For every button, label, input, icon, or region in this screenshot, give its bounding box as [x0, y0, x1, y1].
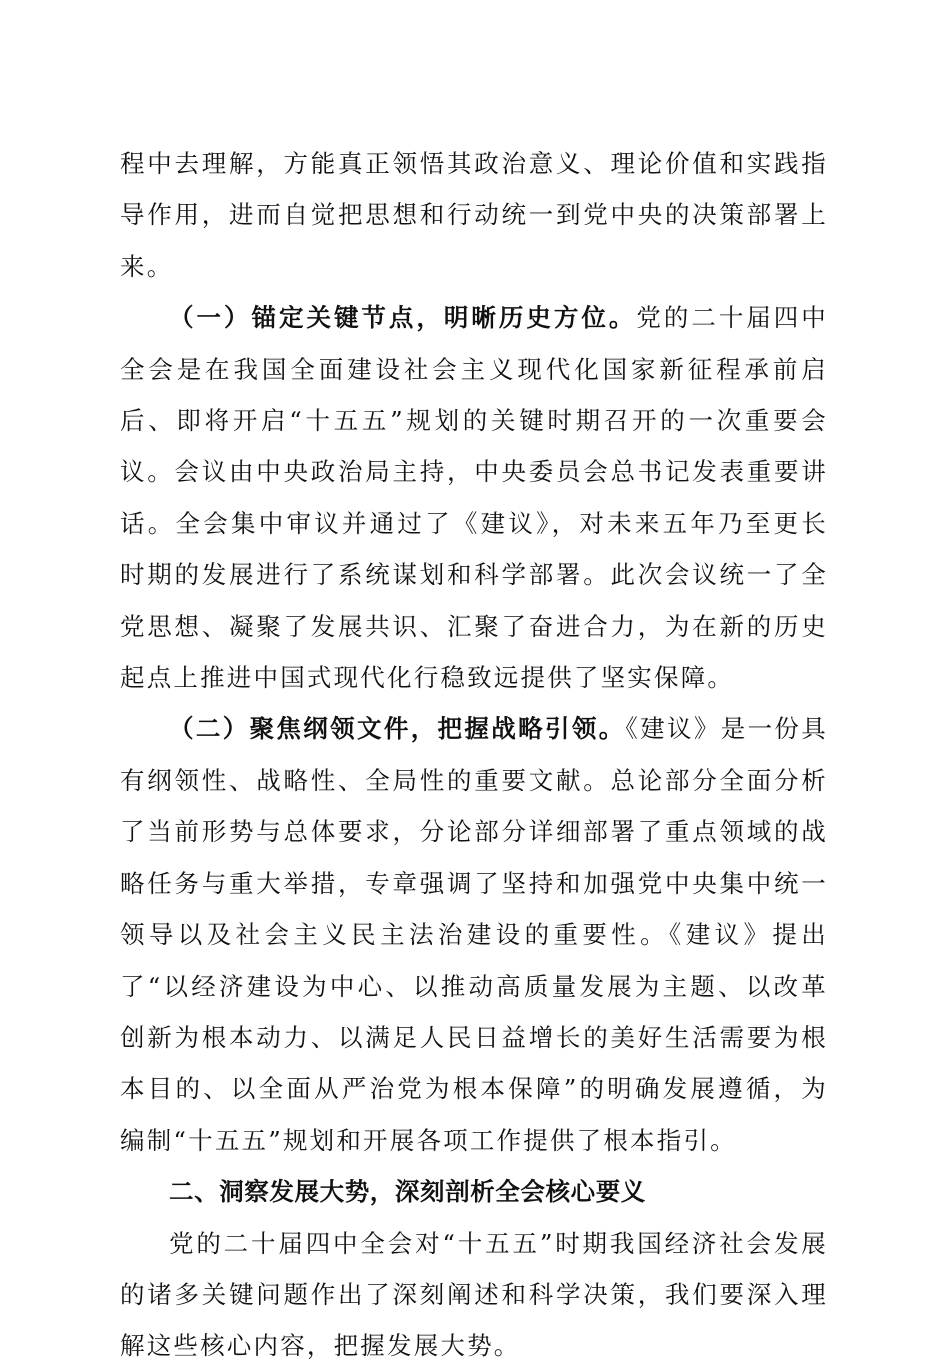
paragraph-text: 《建议》是一份具有纲领性、战略性、全局性的重要文献。总论部分全面分析了当前形势与总体要求，分论部分详细部署了重点领域的战略任务与重大举措，专章强调了坚持和加强党中央集中统一领导以及社会主义民主法治建设的重要性。《建议》提出了“以经济建设为中心、以推动高质量发展为主题、以改革创新为根本动力、以满足人民日益增长的美好生活需要为根本目的、以全面从严治党为根本保障”的明确发展遵循，为编制“十五五”规划和开展各项工作提供了根本指引。 [120, 714, 828, 1155]
paragraph-text: 程中去理解，方能真正领悟其政治意义、理论价值和实践指导作用，进而自觉把思想和行动统一到党中央的决策部署上来。 [120, 149, 828, 281]
paragraph-strategic-guidance [120, 703, 828, 1166]
section-heading-two: 二、洞察发展大势，深刻剖析全会核心要义 [169, 1177, 646, 1207]
subheading-one: （一）锚定关键节点，明晰历史方位。 [169, 303, 637, 333]
subheading-two: （二）聚焦纲领文件，把握战略引领。 [169, 714, 626, 744]
paragraph-text: 党的二十届四中全会对“十五五”时期我国经济社会发展的诸多关键问题作出了深刻阐述和科学决策，我们要深入理解这些核心内容，把握发展大势。 [120, 1228, 828, 1361]
paragraph-continuation [120, 138, 828, 292]
document-body [120, 138, 828, 1372]
paragraph-historical-position [120, 292, 828, 703]
paragraph-text: 党的二十届四中全会是在我国全面建设社会主义现代化国家新征程承前启后、即将开启“十五五”规划的关键时期召开的一次重要会议。会议由中央政治局主持，中央委员会总书记发表重要讲话。全会集中审议并通过了《建议》，对未来五年乃至更长时期的发展进行了系统谋划和科学部署。此次会议统一了全党思想、凝聚了发展共识、汇聚了奋进合力，为在新的历史起点上推进中国式现代化行稳致远提供了坚实保障。 [120, 303, 828, 693]
paragraph-section-intro [120, 1218, 828, 1372]
